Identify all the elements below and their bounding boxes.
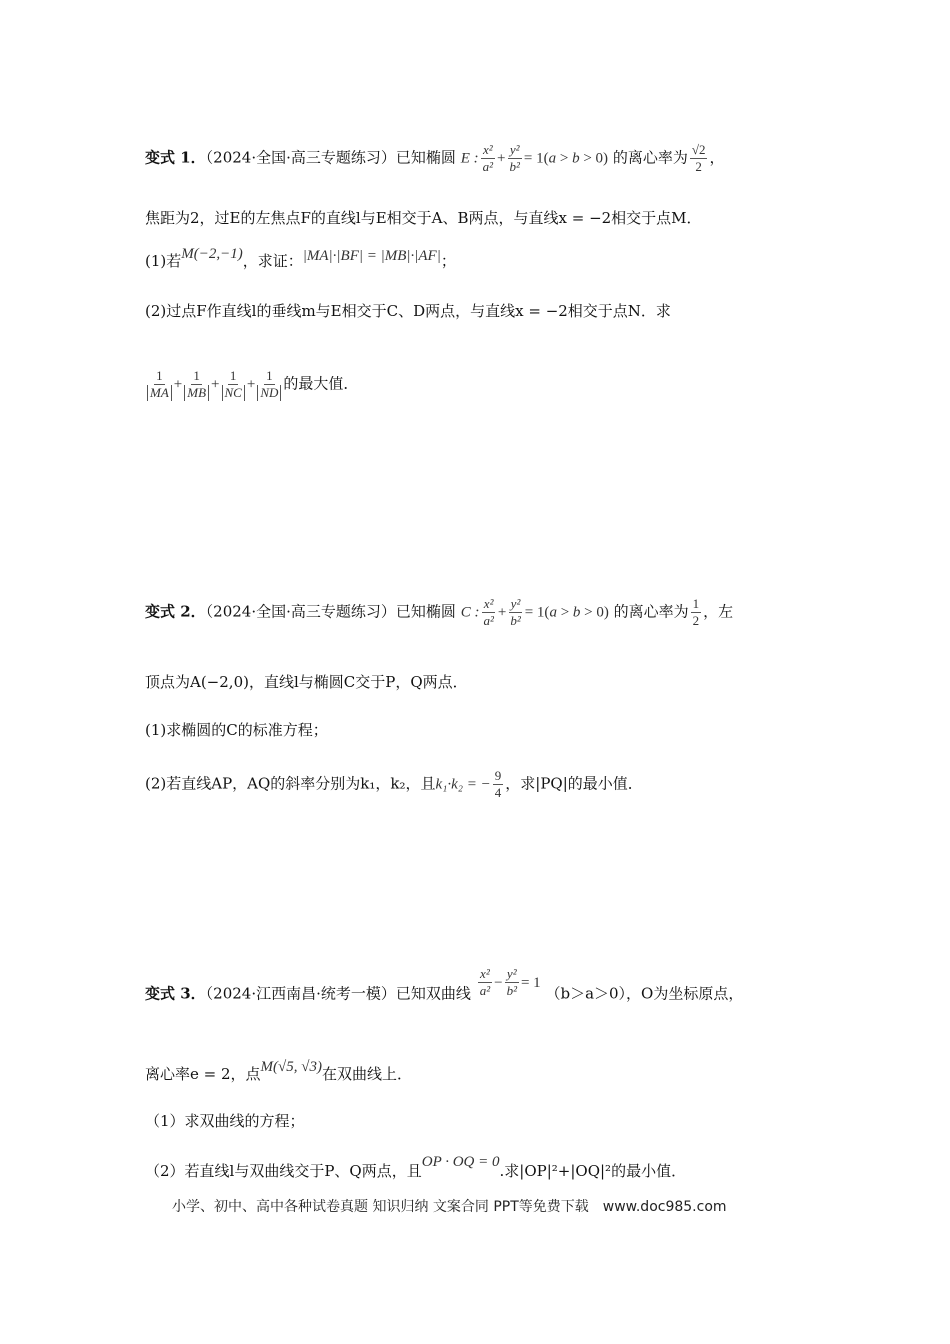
q2-text: （2）若直线l与双曲线交于P、Q两点，且 [145, 1162, 422, 1180]
fraction-1-2: $\frac{1}{2}$ [692, 596, 700, 628]
problem3-text-b: （b＞a＞0），O为坐标原点， [545, 984, 744, 1003]
problem2-text: 已知椭圆 [395, 602, 456, 621]
problem2-q1: (1)求椭圆的C的标准方程； [145, 721, 328, 739]
fraction-x2-a2: $\frac{\text{x²}}{\text{a²}}$ [482, 142, 494, 174]
problem3-label: 变式 3． [145, 984, 206, 1003]
problem3-line2 [145, 1059, 412, 1085]
problem3-source: （2024·江西南昌·统考一模） [205, 984, 396, 1003]
q2-prefix: (2)若直线AP，AQ的斜率分别为k₁，k₂，且 [145, 774, 436, 793]
fraction-1-ma: $\frac{1}{MA}$ [147, 368, 172, 401]
q2-suffix: ，求|PQ|的最小值． [505, 774, 643, 793]
fraction-9-4: $\frac{9}{4}$ [494, 768, 502, 800]
problem1-source: （2024·全国·高三专题练习） [205, 148, 396, 167]
problem1-q2: (2)过点F作直线l的垂线m与E相交于C、D两点，与直线x = −2相交于点N．求 [145, 302, 671, 320]
fraction-x2-a2-h: $\frac{\text{x²}}{\text{a²}}$ [479, 966, 491, 998]
line2-prefix: 离心率e = 2，点 [145, 1065, 261, 1083]
problem2-label: 变式 2． [145, 602, 206, 621]
fraction-x2-a2-c: $\frac{\text{x²}}{\text{a²}}$ [483, 596, 494, 628]
problem1-line2: 焦距为2，过E的左焦点F的直线l与E相交于A、B两点，与直线x = −2相交于点M． [145, 209, 702, 227]
fraction-1-nc: $\frac{1}{NC}$ [222, 368, 245, 401]
q2-end-text: .求|OP|²+|OQ|²的最小值． [499, 1162, 687, 1180]
ellipse-c-name: C : [460, 604, 480, 621]
problem2-source: （2024·全国·高三专题练习） [205, 602, 396, 621]
problem1-text: 已知椭圆 [395, 148, 456, 167]
problem2-line2: 顶点为A(−2,0)，直线l与椭圆C交于P，Q两点． [145, 673, 468, 691]
problem2-q2 [145, 768, 643, 801]
problem1-line1: 变式 1．（2024·全国·高三专题练习）已知椭圆 E : $\frac{\text{x²}}{\text{a²}}$ + $\frac{\text{y²}}{\text{b²}}$ = 1(a > b > 0) 的离心率为 $\frac{√2}{2}$ ， [145, 142, 725, 174]
k1k2-expr: k₁·k₂ = − [435, 776, 491, 793]
problem2-punct: ，左 [703, 602, 734, 621]
point-m: M(−2,−1) [181, 246, 243, 262]
ellipse-name: E : [460, 150, 479, 167]
problem1-q1 [145, 246, 456, 272]
q1-end: ； [440, 252, 456, 270]
problem1-punct: ， [709, 148, 725, 167]
fraction-y2-b2-c: $\frac{\text{y²}}{\text{b²}}$ [510, 596, 521, 628]
problem3-q1: （1）求双曲线的方程； [145, 1112, 305, 1130]
problem3-line1: 变式 3．（2024·江西南昌·统考一模）已知双曲线 $\frac{\text{x²}}{\text{a²}}$ − $\frac{\text{y²}}{\text{b²}}$ = 1 （b＞a＞0），O为坐标原点， [145, 966, 744, 1003]
problem3-q2 [145, 1154, 687, 1182]
q1-equation: |MA|·|BF| = |MB|·|AF| [302, 248, 441, 264]
dot-product-expr: OP · OQ = 0 [421, 1154, 500, 1170]
problem2-text-b: 的离心率为 [613, 602, 689, 621]
fraction-1-mb: $\frac{1}{MB}$ [184, 368, 209, 401]
problem3-text: 已知双曲线 [395, 984, 471, 1003]
point-m-sqrt: M(√5, √3) [260, 1059, 322, 1075]
q2-end: 的最大值． [283, 374, 359, 393]
problem1-q2-expr: $\frac{1}{MA}$ + $\frac{1}{MB}$ + $\frac{1}{NC}$ + $\frac{1}{ND}$ 的最大值． [145, 368, 358, 401]
fraction-sqrt2-2: $\frac{√2}{2}$ [691, 142, 706, 174]
problem1-text-b: 的离心率为 [612, 148, 688, 167]
q1-prove: ，求证： [242, 252, 303, 270]
q1-prefix: (1)若 [145, 252, 182, 270]
problem1-label: 变式 1． [145, 148, 206, 167]
fraction-y2-b2: $\frac{\text{y²}}{\text{b²}}$ [509, 142, 520, 174]
footer-banner: 小学、初中、高中各种试卷真题 知识归纳 文案合同 PPT等免费下载 www.doc985.com [172, 1199, 727, 1215]
line2-suffix: 在双曲线上． [321, 1065, 412, 1083]
problem2-line1: 变式 2．（2024·全国·高三专题练习）已知椭圆 C : $\frac{\text{x²}}{\text{a²}}$ + $\frac{\text{y²}}{\text{b²}}$ = 1(a > b > 0) 的离心率为 $\frac{1}{2}$ ，左 [145, 596, 734, 628]
fraction-1-nd: $\frac{1}{ND}$ [257, 368, 281, 401]
fraction-y2-b2-h: $\frac{\text{y²}}{\text{b²}}$ [506, 966, 517, 998]
